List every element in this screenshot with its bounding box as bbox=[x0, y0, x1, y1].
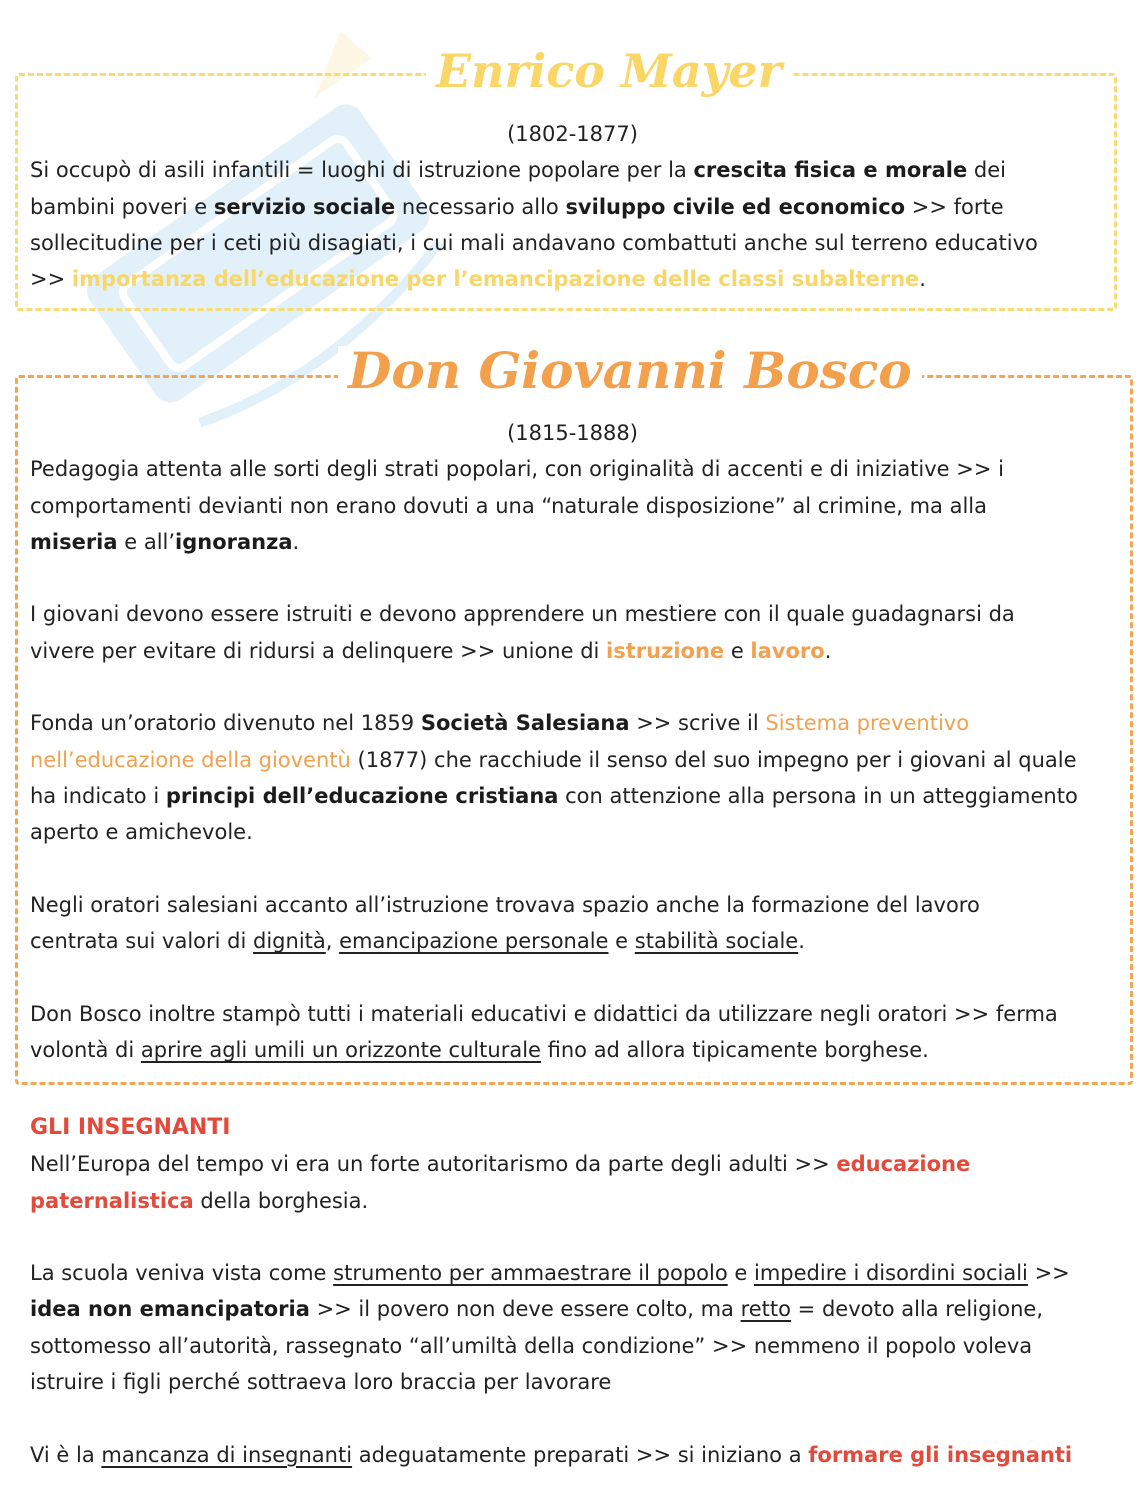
insegnanti-p1-line-1: Nell’Europa del tempo vi era un forte autoritarismo da parte degli adulti >> educazione bbox=[30, 1152, 971, 1177]
bosco-p1-line-2: comportamenti devianti non erano dovuti a una “naturale disposizione” al crimine, ma alla bbox=[30, 493, 987, 518]
mayer-body bbox=[30, 116, 1130, 297]
mayer-line-4: >> importanza dell’educazione per l’emancipazione delle classi subalterne. bbox=[30, 267, 926, 292]
insegnanti-p1-line-2: paternalistica della borghesia. bbox=[30, 1188, 369, 1213]
bosco-body bbox=[30, 415, 1130, 1068]
bosco-p4-line-1: Negli oratori salesiani accanto all’istruzione trovava spazio anche la formazione del lavoro bbox=[30, 892, 980, 917]
insegnanti-p2-line-4: istruire i figli perché sottraeva loro braccia per lavorare bbox=[30, 1370, 612, 1395]
bosco-p1-line-3: miseria e all’ignoranza. bbox=[30, 529, 300, 554]
bosco-p3-line-3: ha indicato i principi dell’educazione cristiana con attenzione alla persona in un atteggiamento bbox=[30, 783, 1078, 808]
mayer-line-2: bambini poveri e servizio sociale necessario allo sviluppo civile ed economico >> forte bbox=[30, 194, 1004, 219]
bosco-p5-line-1: Don Bosco inoltre stampò tutti i materiali educativi e didattici da utilizzare negli oratori >> ferma bbox=[30, 1001, 1058, 1026]
insegnanti-p2-line-2: idea non emancipatoria >> il povero non deve essere colto, ma retto = devoto alla religione, bbox=[30, 1297, 1043, 1322]
insegnanti-p2-line-1: La scuola veniva vista come strumento per ammaestrare il popolo e impedire i disordini sociali >> bbox=[30, 1261, 1070, 1286]
bosco-p5-line-2: volontà di aprire agli umili un orizzonte culturale fino ad allora tipicamente borghese. bbox=[30, 1038, 929, 1063]
mayer-line-1: Si occupò di asili infantili = luoghi di istruzione popolare per la crescita fisica e morale dei bbox=[30, 158, 1006, 183]
bosco-title: Don Giovanni Bosco bbox=[338, 346, 922, 396]
mayer-line-3: sollecitudine per i ceti più disagiati, i cui mali andavano combattuti anche sul terreno educativo bbox=[30, 230, 1038, 255]
bosco-p3-line-2: nell’educazione della gioventù (1877) che racchiude il senso del suo impegno per i giovani al quale bbox=[30, 747, 1077, 772]
mayer-dates: (1802-1877) bbox=[507, 122, 638, 146]
bosco-p3-line-1: Fonda un’oratorio divenuto nel 1859 Società Salesiana >> scrive il Sistema preventivo bbox=[30, 711, 970, 736]
bosco-p4-line-2: centrata sui valori di dignità, emancipazione personale e stabilità sociale. bbox=[30, 929, 805, 954]
bosco-p2-line-2: vivere per evitare di ridursi a delinquere >> unione di istruzione e lavoro. bbox=[30, 638, 832, 663]
mayer-title: Enrico Mayer bbox=[426, 48, 792, 94]
insegnanti-section bbox=[30, 1110, 1130, 1473]
bosco-dates: (1815-1888) bbox=[507, 421, 638, 445]
bosco-p3-line-4: aperto e amichevole. bbox=[30, 820, 253, 845]
insegnanti-p3-line-1: Vi è la mancanza di insegnanti adeguatamente preparati >> si iniziano a formare gli insegnanti bbox=[30, 1442, 1073, 1467]
insegnanti-heading: GLI INSEGNANTI bbox=[30, 1115, 231, 1140]
insegnanti-p2-line-3: sottomesso all’autorità, rassegnato “all’umiltà della condizione” >> nemmeno il popolo voleva bbox=[30, 1333, 1033, 1358]
bosco-p1-line-1: Pedagogia attenta alle sorti degli strati popolari, con originalità di accenti e di iniziative >> i bbox=[30, 457, 1004, 482]
bosco-p2-line-1: I giovani devono essere istruiti e devono apprendere un mestiere con il quale guadagnarsi da bbox=[30, 602, 1015, 627]
